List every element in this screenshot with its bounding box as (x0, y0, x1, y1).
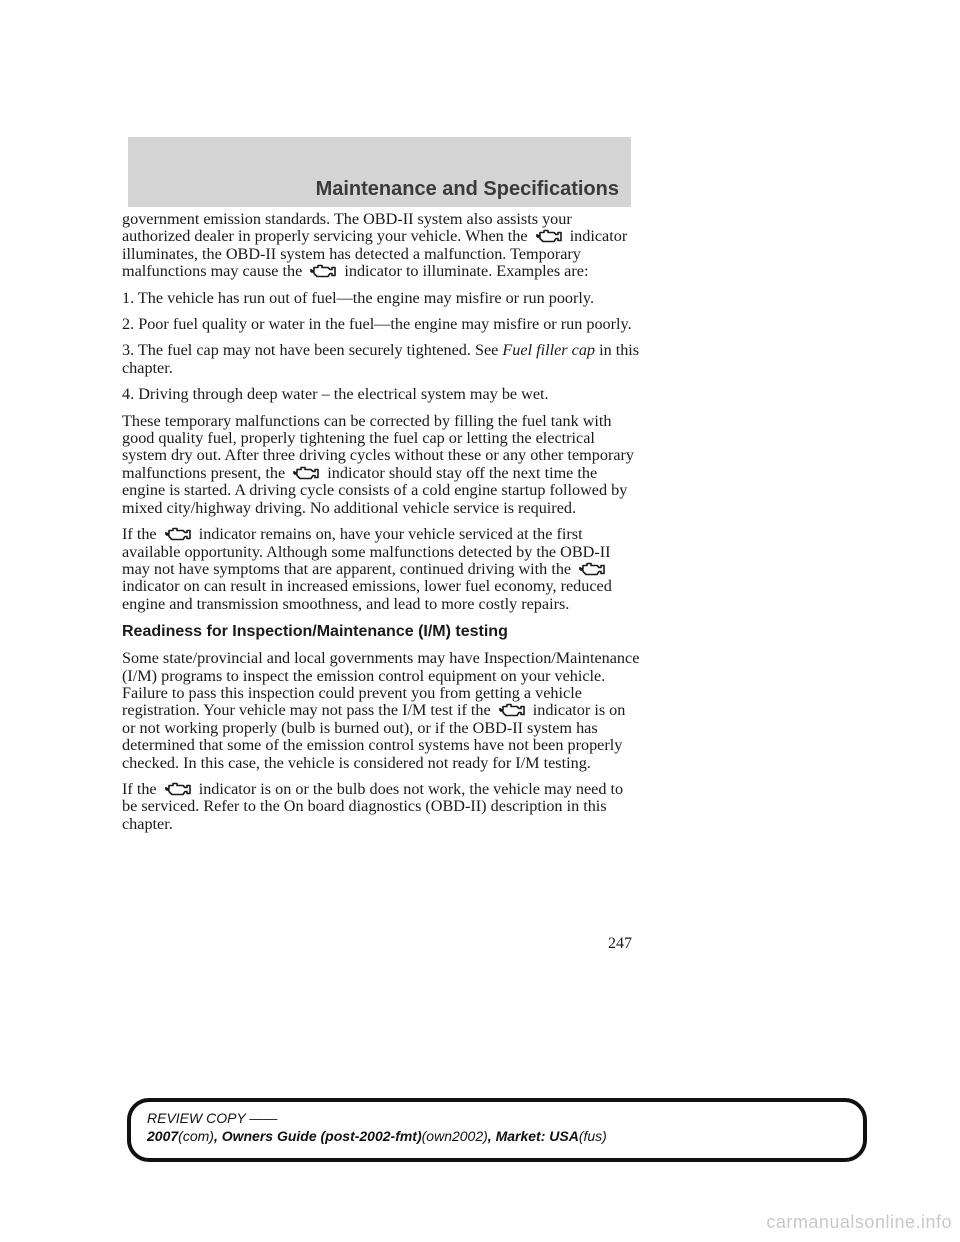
paragraph-inspection: Some state/provincial and local governments may have Inspection/Maintenance (I/M) programs to inspect the emission control equipment on your vehicle. Failure to pass this inspection could prevent you from getting a vehicle registration. Your vehicle may not pass the I/M test if the indicator is on or not working properly (bulb is burned out), or if the OBD-II system has determined that some of the emission control systems have not been properly checked. In this case, the vehicle is considered not ready for I/M testing. (122, 649, 640, 772)
page-header-title: Maintenance and Specifications (315, 178, 619, 200)
check-engine-icon (577, 561, 607, 577)
paragraph-temporary: These temporary malfunctions can be corrected by filling the fuel tank with good quality fuel, properly tightening the fuel cap or letting the electrical system dry out. After three driving cycles without these or any other temporary malfunctions present, the indicator should stay off the next time the engine is started. A driving cycle consists of a cold engine startup followed by mixed city/highway driving. No additional vehicle service is required. (122, 411, 635, 517)
document-info: 2007(com), Owners Guide (post-2002-fmt)(own2002), Market: USA(fus) (147, 1128, 607, 1144)
check-engine-icon (308, 263, 338, 279)
watermark: carmanualsonline.info (766, 1212, 952, 1232)
review-copy-box (127, 1098, 867, 1162)
check-engine-icon (497, 702, 527, 718)
paragraph-intro: government emission standards. The OBD-II system also assists your authorized dealer in properly servicing your vehicle. When the indicator illuminates, the OBD-II system has detected a malfunction. Temporary malfunctions may cause the indicator to illuminate. Examples are: (122, 210, 628, 281)
list-item: 4. Driving through deep water – the electrical system may be wet. (122, 385, 549, 404)
paragraph-remains-on: If the indicator remains on, have your vehicle serviced at the first available opportunity. Although some malfunctions detected by the OBD-II may not have symptoms that are apparent, continued driving with the indicator on can result in increased emissions, lower fuel economy, reduced engine and transmission smoothness, and lead to more costly repairs. (122, 525, 612, 613)
list-item: 1. The vehicle has run out of fuel—the engine may misfire or run poorly. (122, 288, 595, 307)
header-band (128, 137, 631, 207)
list-item: 2. Poor fuel quality or water in the fuel—the engine may misfire or run poorly. (122, 315, 632, 334)
body-text (122, 211, 642, 842)
check-engine-icon (163, 781, 193, 797)
check-engine-icon (163, 526, 193, 542)
list-item: 3. The fuel cap may not have been securely tightened. See Fuel filler cap in this chapter. (122, 341, 640, 377)
review-copy-label: REVIEW COPY —— (147, 1110, 278, 1126)
paragraph-bulb: If the indicator is on or the bulb does not work, the vehicle may need to be serviced. Refer to the On board diagnostics (OBD-II) description in this chapter. (122, 779, 624, 833)
page-number: 247 (608, 935, 632, 952)
check-engine-icon (291, 465, 321, 481)
check-engine-icon (534, 228, 564, 244)
section-heading: Readiness for Inspection/Maintenance (I/M) testing (122, 623, 508, 641)
cross-reference-link: Fuel filler cap (502, 341, 596, 360)
